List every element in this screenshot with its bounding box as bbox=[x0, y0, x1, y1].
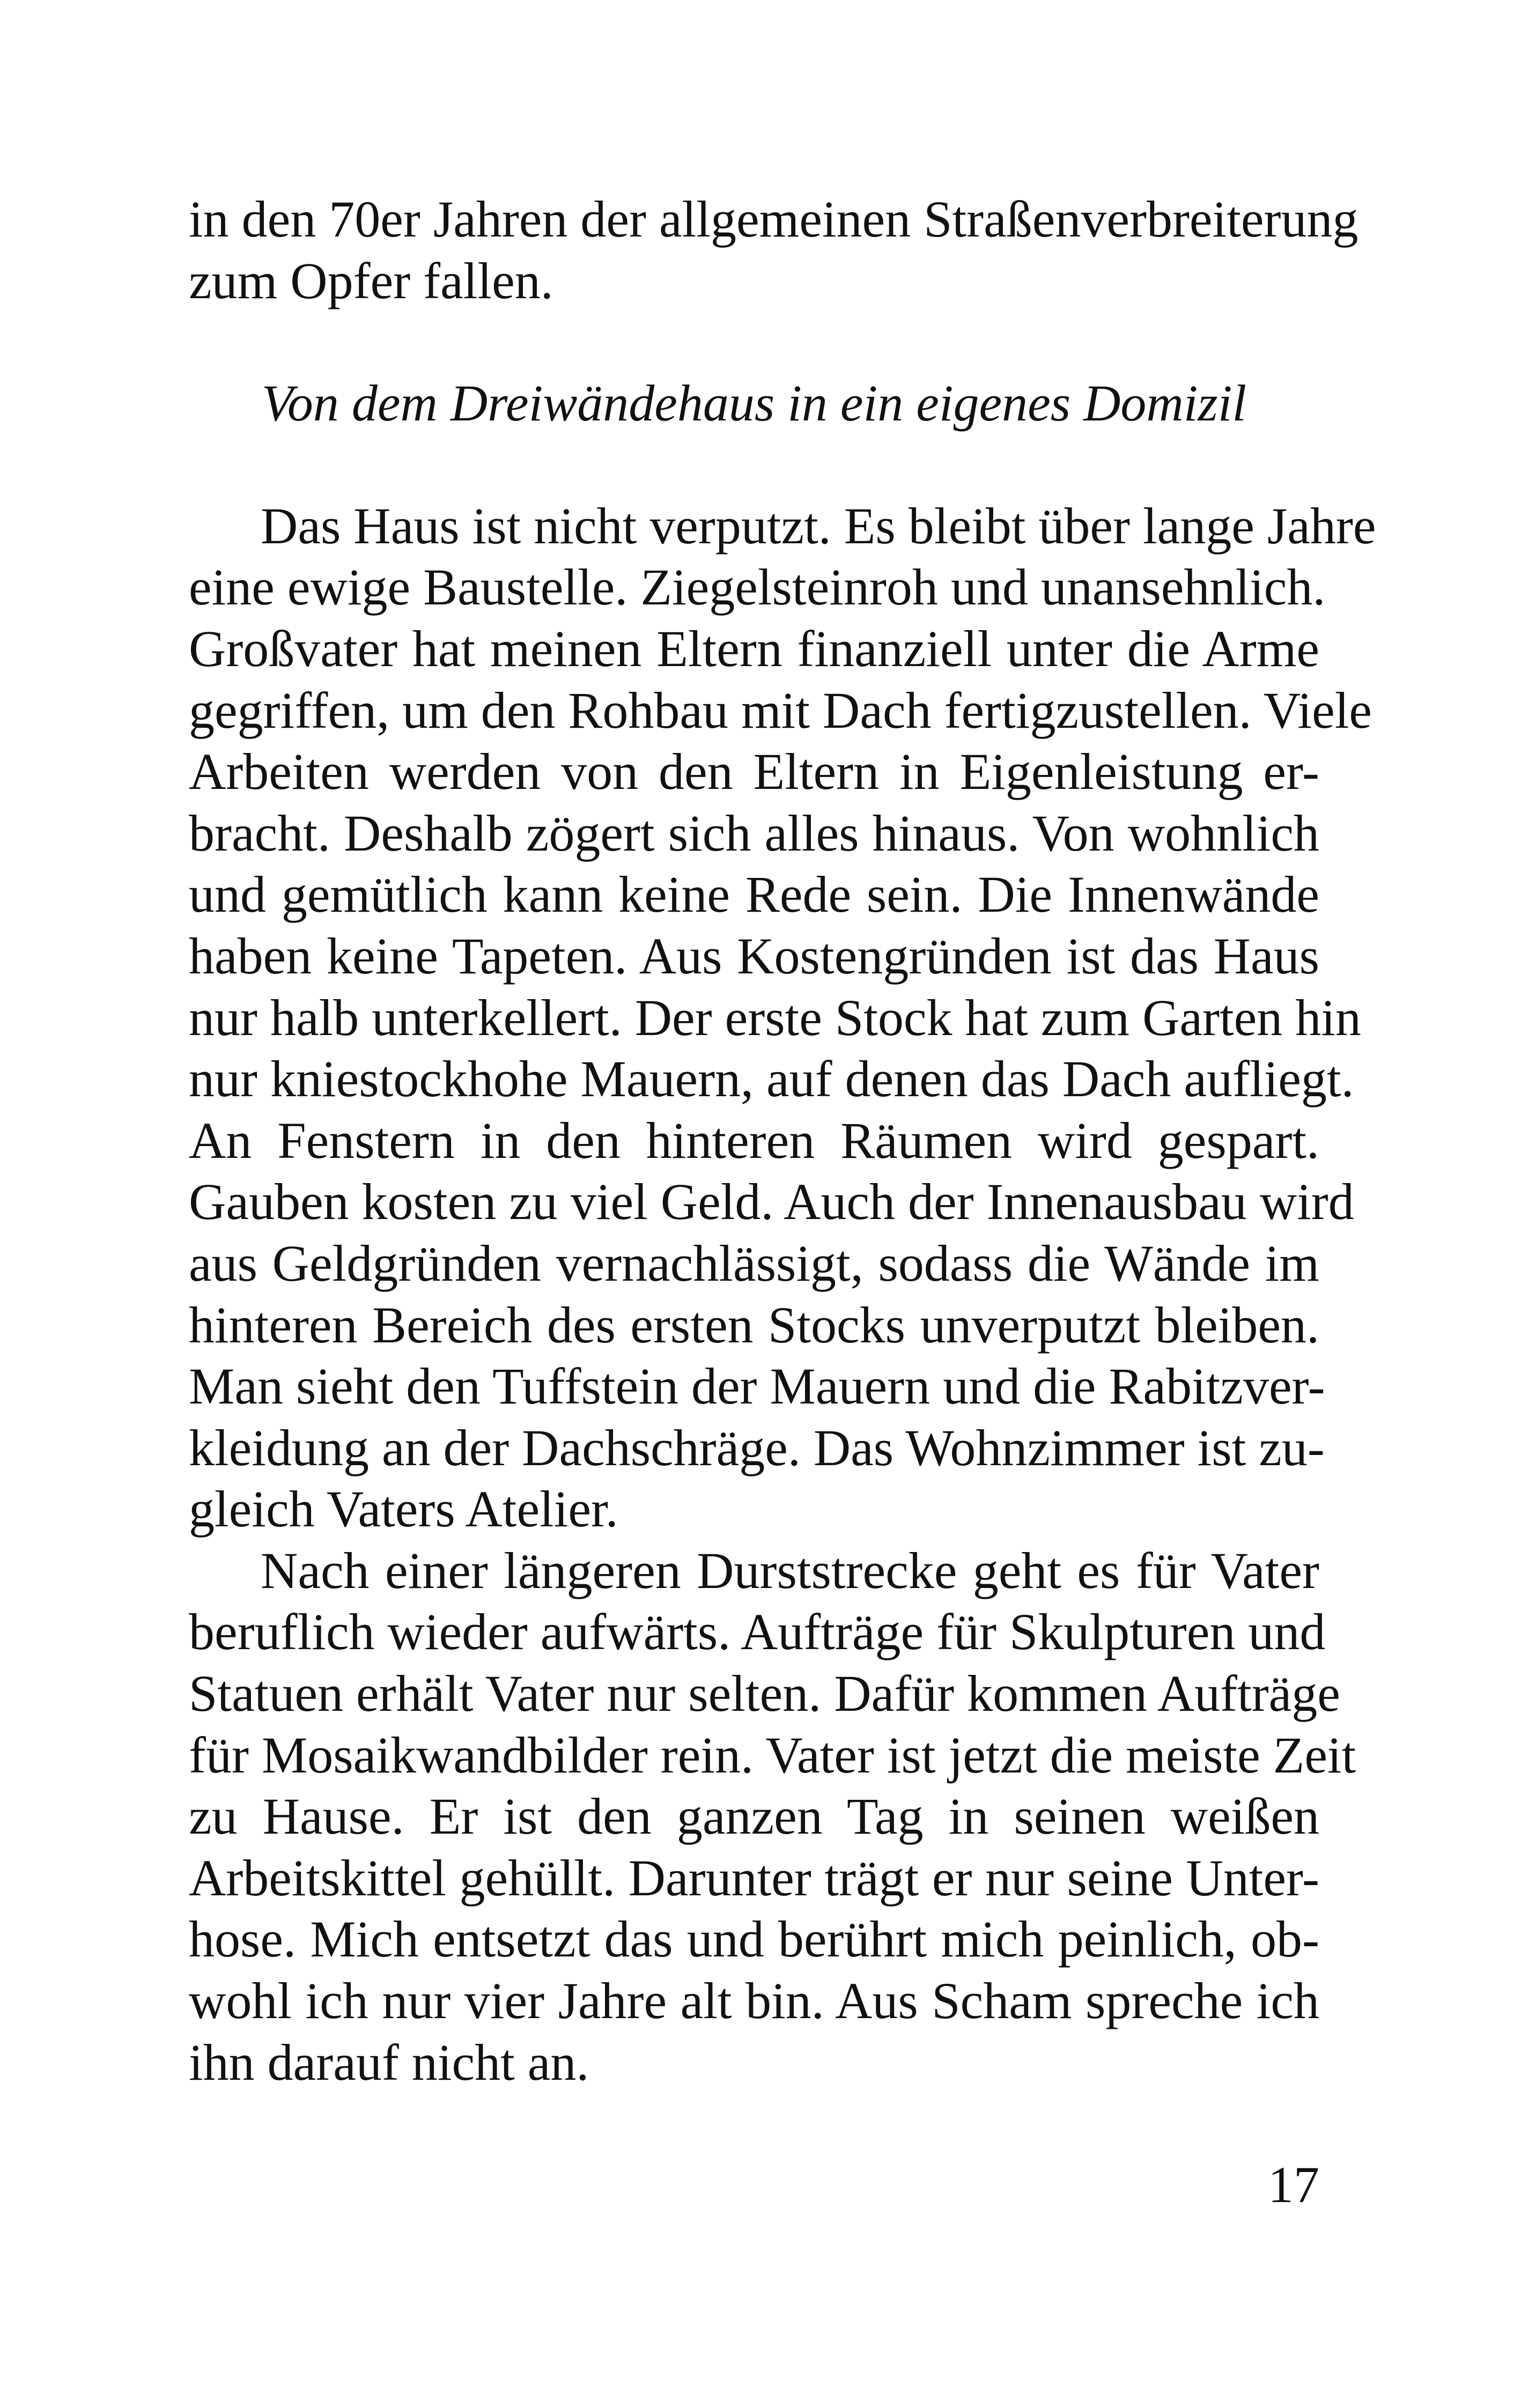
paragraph-line: hose. Mich entsetzt das und berührt mich peinlich, ob- bbox=[189, 1910, 1319, 1968]
paragraph-line: und gemütlich kann keine Rede sein. Die Innenwände bbox=[189, 866, 1319, 924]
paragraph-line: kleidung an der Dachschräge. Das Wohnzimmer ist zu- bbox=[189, 1419, 1325, 1476]
section-heading: Von dem Dreiwändehaus in ein eigenes Domizil bbox=[261, 374, 1247, 432]
paragraph-line: bracht. Deshalb zögert sich alles hinaus. Von wohnlich bbox=[189, 804, 1319, 862]
paragraph-line: Das Haus ist nicht verputzt. Es bleibt über lange Jahre bbox=[261, 497, 1376, 555]
paragraph-line: eine ewige Baustelle. Ziegelsteinroh und unansehnlich. bbox=[189, 558, 1326, 616]
page-number: 17 bbox=[1268, 2156, 1319, 2213]
paragraph-line: nur kniestockhohe Mauern, auf denen das Dach aufliegt. bbox=[189, 1050, 1354, 1108]
paragraph-line: An Fenstern in den hinteren Räumen wird gespart. bbox=[189, 1111, 1319, 1169]
paragraph-line: gleich Vaters Atelier. bbox=[189, 1480, 618, 1538]
paragraph-line: nur halb unterkellert. Der erste Stock hat zum Garten hin bbox=[189, 988, 1361, 1046]
paragraph-line: Man sieht den Tuffstein der Mauern und die Rabitzver- bbox=[189, 1357, 1325, 1415]
paragraph-line: hinteren Bereich des ersten Stocks unverputzt bleiben. bbox=[189, 1296, 1319, 1354]
paragraph-line: Statuen erhält Vater nur selten. Dafür kommen Aufträge bbox=[189, 1665, 1340, 1723]
paragraph-line: wohl ich nur vier Jahre alt bin. Aus Scham spreche ich bbox=[189, 1972, 1319, 2030]
paragraph-1 bbox=[189, 496, 1376, 1540]
paragraph-line: ihn darauf nicht an. bbox=[189, 2033, 589, 2091]
paragraph-line: Nach einer längeren Durststrecke geht es für Vater bbox=[261, 1541, 1319, 1599]
intro-line: zum Opfer fallen. bbox=[189, 252, 553, 309]
text-block bbox=[189, 189, 1376, 2093]
paragraph-line: zu Hause. Er ist den ganzen Tag in seinen weißen bbox=[189, 1787, 1319, 1845]
paragraph-line: haben keine Tapeten. Aus Kostengründen ist das Haus bbox=[189, 927, 1319, 985]
paragraph-line: aus Geldgründen vernachlässigt, sodass die Wände im bbox=[189, 1234, 1319, 1292]
paragraph-line: Arbeiten werden von den Eltern in Eigenleistung er- bbox=[189, 743, 1319, 801]
paragraph-line: Arbeitskittel gehüllt. Darunter trägt er nur seine Unter- bbox=[189, 1849, 1319, 1907]
paragraph-line: für Mosaikwandbilder rein. Vater ist jetzt die meiste Zeit bbox=[189, 1726, 1356, 1784]
paragraph-line: Gauben kosten zu viel Geld. Auch der Innenausbau wird bbox=[189, 1173, 1354, 1231]
paragraph-line: beruflich wieder aufwärts. Aufträge für Skulpturen und bbox=[189, 1603, 1326, 1661]
paragraph-line: Großvater hat meinen Eltern finanziell unter die Arme bbox=[189, 619, 1319, 677]
paragraph-2 bbox=[189, 1540, 1356, 2093]
paragraph-line: gegriffen, um den Rohbau mit Dach fertigzustellen. Viele bbox=[189, 681, 1372, 739]
intro-line: in den 70er Jahren der allgemeinen Straßenverbreiterung bbox=[189, 190, 1358, 248]
